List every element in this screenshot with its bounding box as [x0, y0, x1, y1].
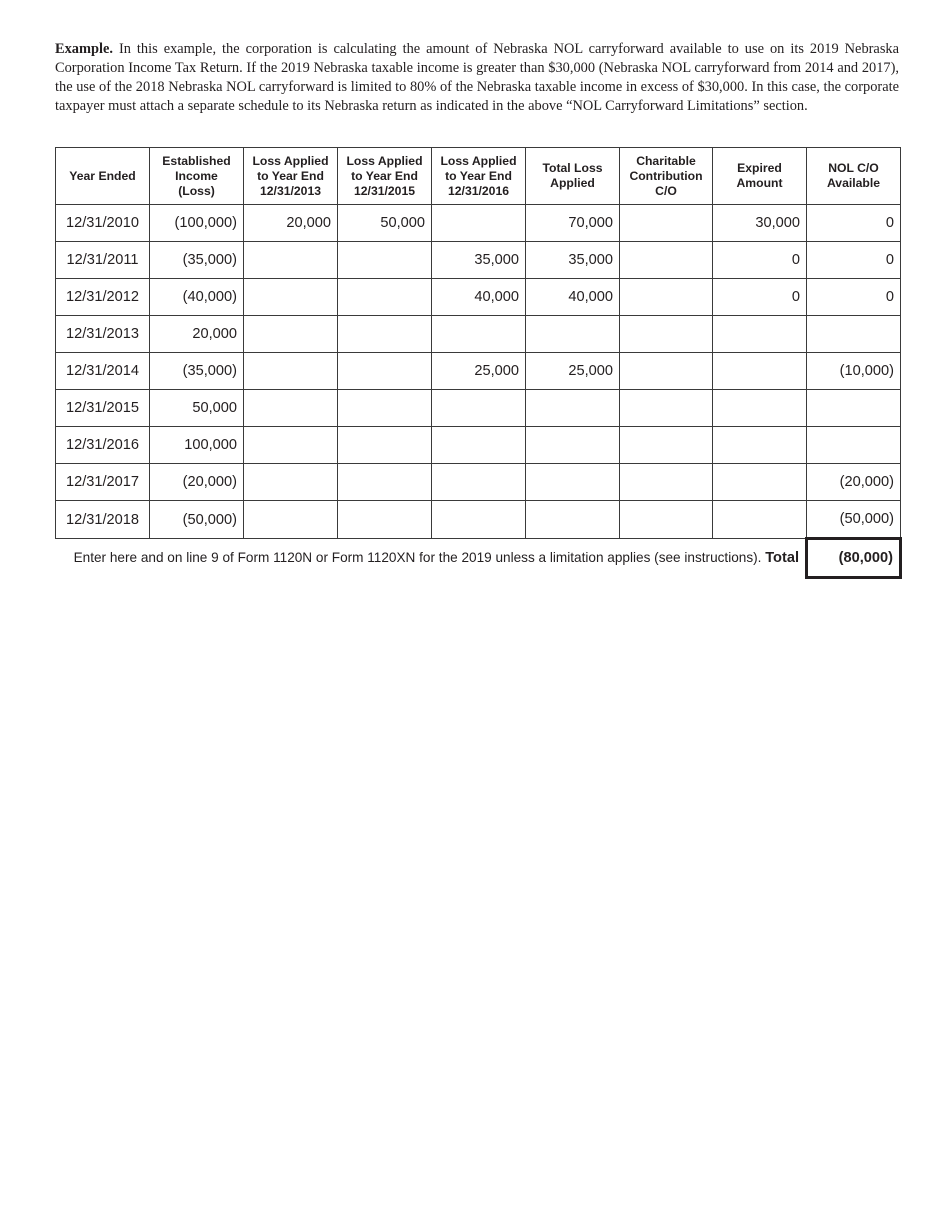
- header-line: Established: [162, 153, 231, 168]
- cell-year-ended: 12/31/2018: [56, 501, 150, 539]
- header-line: 12/31/2016: [448, 183, 509, 198]
- table-header-row: [56, 148, 901, 205]
- cell-charitable-contribution: [620, 501, 713, 539]
- cell-loss-applied-2013: [244, 316, 338, 353]
- cell-established-income: (40,000): [150, 279, 244, 316]
- cell-total-loss-applied: 25,000: [526, 353, 620, 390]
- cell-loss-applied-2016: [432, 390, 526, 427]
- example-text: In this example, the corporation is calculating the amount of Nebraska NOL carryforward available to use on its 2019 Nebraska Corporation Income Tax Return. If the 2019 Nebraska taxable income is greater than $30,000 (Nebraska NOL carryforward from 2014 and 2017), the use of the 2018 Nebraska NOL carryforward is limited to 80% of the Nebraska taxable income in excess of $30,000. In this case, the corporate taxpayer must attach a separate schedule to its Nebraska return as indicated in the above “NOL Carryforward Limitations” section.: [55, 41, 899, 114]
- header-line: to Year End: [351, 168, 418, 183]
- cell-loss-applied-2015: [338, 316, 432, 353]
- cell-nol-available: 0: [807, 205, 901, 242]
- table-row: [56, 353, 901, 390]
- cell-established-income: 50,000: [150, 390, 244, 427]
- cell-loss-applied-2015: [338, 279, 432, 316]
- cell-year-ended: 12/31/2014: [56, 353, 150, 390]
- cell-charitable-contribution: [620, 464, 713, 501]
- cell-total-loss-applied: [526, 390, 620, 427]
- header-line: Loss Applied: [440, 153, 517, 168]
- header-line: Charitable: [636, 153, 696, 168]
- cell-nol-available: (50,000): [807, 501, 901, 539]
- cell-loss-applied-2013: [244, 279, 338, 316]
- cell-expired-amount: 0: [713, 279, 807, 316]
- cell-loss-applied-2016: [432, 427, 526, 464]
- table-row: [56, 501, 901, 539]
- cell-established-income: (35,000): [150, 242, 244, 279]
- cell-loss-applied-2016: 35,000: [432, 242, 526, 279]
- cell-charitable-contribution: [620, 279, 713, 316]
- cell-loss-applied-2015: [338, 464, 432, 501]
- cell-total-loss-applied: [526, 501, 620, 539]
- cell-total-loss-applied: [526, 316, 620, 353]
- cell-nol-available: [807, 390, 901, 427]
- cell-loss-applied-2016: [432, 316, 526, 353]
- cell-established-income: 20,000: [150, 316, 244, 353]
- cell-established-income: (100,000): [150, 205, 244, 242]
- header-nol-available: [807, 148, 901, 205]
- cell-expired-amount: [713, 316, 807, 353]
- cell-nol-available: (20,000): [807, 464, 901, 501]
- cell-year-ended: 12/31/2015: [56, 390, 150, 427]
- cell-charitable-contribution: [620, 427, 713, 464]
- cell-loss-applied-2016: [432, 501, 526, 539]
- total-label: Total: [765, 550, 799, 567]
- header-year-ended: [56, 148, 150, 205]
- cell-loss-applied-2016: [432, 205, 526, 242]
- header-line: C/O: [655, 183, 677, 198]
- cell-expired-amount: 0: [713, 242, 807, 279]
- cell-loss-applied-2015: [338, 242, 432, 279]
- header-line: to Year End: [445, 168, 512, 183]
- cell-loss-applied-2013: 20,000: [244, 205, 338, 242]
- table-row: [56, 279, 901, 316]
- cell-loss-applied-2013: [244, 353, 338, 390]
- cell-expired-amount: 30,000: [713, 205, 807, 242]
- header-line: Available: [826, 176, 881, 190]
- cell-charitable-contribution: [620, 353, 713, 390]
- cell-established-income: 100,000: [150, 427, 244, 464]
- cell-loss-applied-2013: [244, 390, 338, 427]
- header-line: Total Loss: [542, 161, 603, 175]
- cell-loss-applied-2013: [244, 242, 338, 279]
- header-line: Amount: [736, 176, 783, 190]
- cell-year-ended: 12/31/2010: [56, 205, 150, 242]
- header-charitable-contribution: [620, 148, 713, 205]
- cell-charitable-contribution: [620, 390, 713, 427]
- header-loss-applied-2013: [244, 148, 338, 205]
- header-line: NOL C/O: [828, 161, 879, 175]
- cell-loss-applied-2016: 40,000: [432, 279, 526, 316]
- table-row: [56, 205, 901, 242]
- header-line: Loss Applied: [346, 153, 423, 168]
- table-row: [56, 464, 901, 501]
- example-lead: Example.: [55, 41, 113, 57]
- cell-charitable-contribution: [620, 242, 713, 279]
- header-line: to Year End: [257, 168, 324, 183]
- header-loss-applied-2015: [338, 148, 432, 205]
- total-instruction: Enter here and on line 9 of Form 1120N or Form 1120XN for the 2019 unless a limitation applies (see instructions).: [73, 550, 766, 566]
- header-line: Income: [175, 168, 218, 183]
- header-total-loss-applied: [526, 148, 620, 205]
- cell-nol-available: (10,000): [807, 353, 901, 390]
- cell-loss-applied-2016: [432, 464, 526, 501]
- table-row: [56, 242, 901, 279]
- cell-expired-amount: [713, 353, 807, 390]
- cell-loss-applied-2015: 50,000: [338, 205, 432, 242]
- cell-loss-applied-2015: [338, 353, 432, 390]
- cell-established-income: (50,000): [150, 501, 244, 539]
- cell-expired-amount: [713, 501, 807, 539]
- cell-charitable-contribution: [620, 205, 713, 242]
- cell-charitable-contribution: [620, 316, 713, 353]
- cell-loss-applied-2015: [338, 427, 432, 464]
- header-line: Applied: [550, 176, 595, 190]
- cell-total-loss-applied: 35,000: [526, 242, 620, 279]
- cell-loss-applied-2013: [244, 464, 338, 501]
- example-paragraph: [55, 40, 899, 116]
- cell-expired-amount: [713, 464, 807, 501]
- header-line: Year Ended: [69, 168, 136, 183]
- cell-loss-applied-2016: 25,000: [432, 353, 526, 390]
- header-established-income: [150, 148, 244, 205]
- cell-year-ended: 12/31/2016: [56, 427, 150, 464]
- cell-loss-applied-2013: [244, 501, 338, 539]
- cell-total-loss-applied: [526, 464, 620, 501]
- table-row: [56, 427, 901, 464]
- cell-nol-available: 0: [807, 242, 901, 279]
- cell-year-ended: 12/31/2017: [56, 464, 150, 501]
- cell-established-income: (20,000): [150, 464, 244, 501]
- header-line: 12/31/2015: [354, 183, 415, 198]
- cell-year-ended: 12/31/2013: [56, 316, 150, 353]
- cell-total-loss-applied: 70,000: [526, 205, 620, 242]
- cell-total-loss-applied: [526, 427, 620, 464]
- cell-established-income: (35,000): [150, 353, 244, 390]
- total-label-cell: [56, 539, 807, 578]
- cell-year-ended: 12/31/2012: [56, 279, 150, 316]
- header-line: (Loss): [178, 183, 215, 198]
- cell-expired-amount: [713, 427, 807, 464]
- total-value: (80,000): [807, 539, 901, 578]
- cell-total-loss-applied: 40,000: [526, 279, 620, 316]
- cell-loss-applied-2013: [244, 427, 338, 464]
- header-line: 12/31/2013: [260, 183, 321, 198]
- table-row: [56, 316, 901, 353]
- cell-loss-applied-2015: [338, 501, 432, 539]
- cell-nol-available: [807, 316, 901, 353]
- header-expired-amount: [713, 148, 807, 205]
- cell-expired-amount: [713, 390, 807, 427]
- table-row: [56, 390, 901, 427]
- header-line: Loss Applied: [252, 153, 329, 168]
- header-loss-applied-2016: [432, 148, 526, 205]
- total-row: [56, 539, 901, 578]
- cell-nol-available: [807, 427, 901, 464]
- nol-carryforward-table: [55, 147, 902, 579]
- cell-nol-available: 0: [807, 279, 901, 316]
- cell-loss-applied-2015: [338, 390, 432, 427]
- cell-year-ended: 12/31/2011: [56, 242, 150, 279]
- header-line: Contribution: [629, 168, 703, 183]
- header-line: Expired: [737, 161, 782, 175]
